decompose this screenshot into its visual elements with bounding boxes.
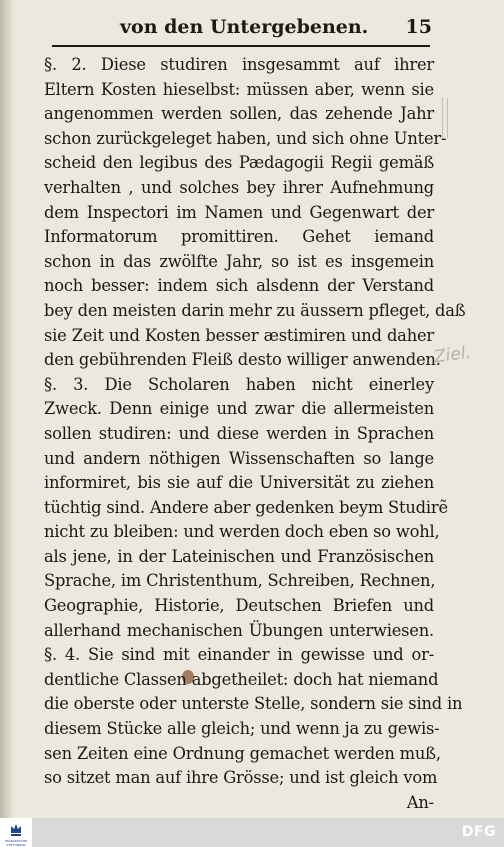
page-header <box>52 14 432 42</box>
text-line: nicht zu bleiben: und werden doch eben so wohl, <box>44 522 440 542</box>
text-line: sie Zeit und Kosten besser æstimiren und daher <box>44 325 434 345</box>
crown-icon <box>9 821 23 837</box>
text-line: An- <box>406 792 434 812</box>
franckesche-stiftungen-logo <box>0 818 32 847</box>
text-line: die oberste oder unterste Stelle, sondern sie sind in <box>44 694 463 714</box>
text-line: noch besser: indem sich alsdenn der Verstand <box>44 276 434 296</box>
margin-annotation: Ziel. <box>432 342 473 368</box>
text-line: §. 2. Diese studiren insgesammt auf ihrer <box>44 55 434 74</box>
text-line: §. 4. Sie sind mit einander in gewisse und or- <box>44 645 434 665</box>
dfg-logo: DFG <box>461 824 496 840</box>
text-line: diesem Stücke alle gleich; und wenn ja zu gewis- <box>44 719 440 739</box>
text-line: dem Inspectori im Namen und Gegenwart der <box>44 202 434 222</box>
text-line: bey den meisten darin mehr zu äussern pfleget, daß <box>44 300 466 320</box>
text-line: §. 3. Die Scholaren haben nicht einerley <box>44 374 434 394</box>
text-line: tüchtig sind. Andere aber gedenken beym Studirẽ <box>44 497 448 517</box>
text-line: Eltern Kosten hieselbst: müssen aber, wenn sie <box>44 79 434 99</box>
text-line: Informatorum promittiren. Gehet iemand <box>44 227 434 247</box>
text-line: und andern nöthigen Wissenschaften so lange <box>44 448 434 468</box>
text-line: so sitzet man auf ihre Grösse; und ist gleich vom <box>44 768 438 788</box>
text-line: schon in das zwölfte Jahr, so ist es insgemein <box>44 251 434 271</box>
text-line: schon zurückgeleget haben, und sich ohne Unter- <box>44 128 447 148</box>
text-line: allerhand mechanischen Übungen unterwiesen. <box>44 620 434 640</box>
text-line: den gebührenden Fleiß desto williger anwenden. <box>44 350 441 370</box>
running-title: von den Untergebenen. <box>120 16 369 38</box>
logo-text: FRANCKESCHE STIFTUNGEN <box>4 839 28 847</box>
text-line: sollen studiren: und diese werden in Sprachen <box>44 423 434 443</box>
text-line: angenommen werden sollen, das zehende Jahr <box>44 104 434 124</box>
viewer-footer-bar <box>0 818 504 847</box>
text-line: informiret, bis sie auf die Universität zu ziehen <box>44 473 434 493</box>
header-rule <box>52 45 430 47</box>
text-line: scheid den legibus des Pædagogii Regii gemäß <box>44 153 434 173</box>
text-line: verhalten , und solches bey ihrer Aufnehmung <box>44 177 434 197</box>
page-number: 15 <box>405 16 432 38</box>
text-line: als jene, in der Lateinischen und Französischen <box>44 546 434 566</box>
text-line: sen Zeiten eine Ordnung gemachet werden muß, <box>44 743 441 763</box>
page-spine-shadow <box>0 0 14 818</box>
text-line: dentliche Classen abgetheilet: doch hat niemand <box>44 669 439 689</box>
text-line: Geographie, Historie, Deutschen Briefen und <box>44 596 434 616</box>
text-line: Sprache, im Christenthum, Schreiben, Rechnen, <box>44 571 436 591</box>
text-line: Zweck. Denn einige und zwar die allermeisten <box>44 399 434 419</box>
